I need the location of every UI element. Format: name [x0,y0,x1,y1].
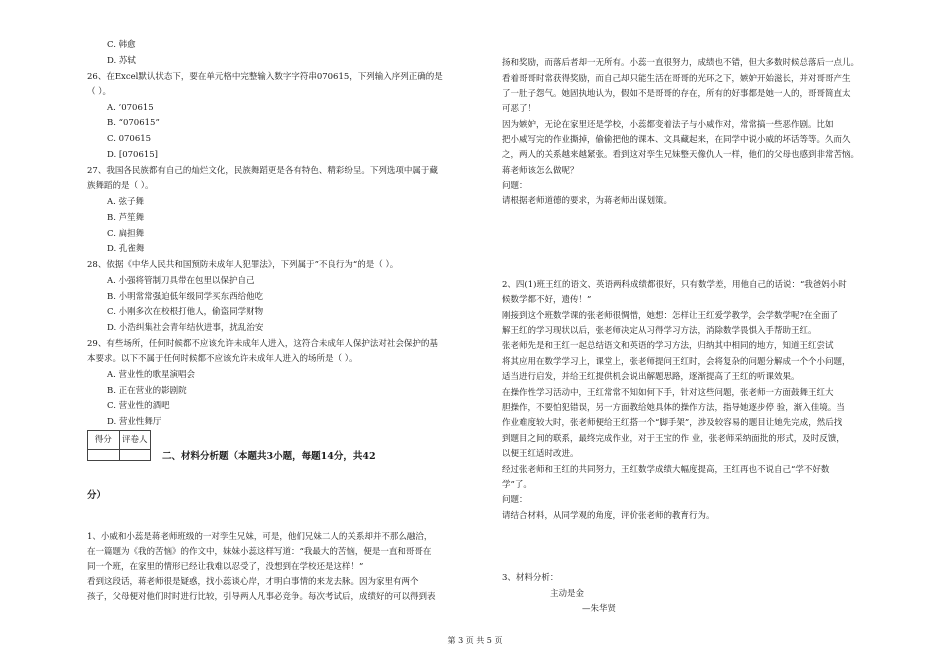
question-29: 29、有些场所，任何时候都不应该允许未成年人进入，这符合未成年人保护法对社会保护的基 [87,339,438,349]
option-text: B. 小明常常强迫低年级同学买东西给他吃 [107,292,264,302]
question-26: 26、在Excel默认状态下，要在单元格中完整输入数字字符串070615，下列输入序列正确的是 [87,72,443,82]
question-label: 问题： [502,495,528,505]
story-line: 学”了。 [502,480,532,490]
story-line: 2、四(1)班王红的语文、英语两科成绩都很好，只有数学差，用他自己的话说：“我爸妈小时 [502,280,847,290]
story-line: 扬和奖励，而落后者却一无所有。小蕊一直很努力，成绩也不错，但大多数时候总落后一点儿。 [502,58,860,68]
score-table-blank-row [87,448,151,461]
option-text: C. 营业性的酒吧 [107,401,170,411]
story-line: 蒋老师该怎么做呢？ [502,166,579,176]
option-text: B. “070615” [107,118,160,128]
option-text: C. 小刚多次在校根打他人，偷盗同学财物 [107,307,264,317]
question-26-cont: （ ）。 [87,87,111,97]
option-text: C. 扁担舞 [107,229,145,239]
option-text: A. 弦子舞 [107,197,145,207]
section-title: 二、材料分析题（本题共3小题，每题14分，共42 [162,451,376,462]
story-line: 在一篇题为《我的苦恼》的作文中，妹妹小蕊这样写道：“我最大的苦恼，便是一直和哥哥在 [87,547,432,557]
option-text: D. 苏轼 [107,56,136,66]
option-text: C. 韩愈 [107,40,136,50]
question-27: 27、我国各民族都有自己的灿烂文化，民族舞蹈更是各有特色、精彩纷呈。下列选项中属于藏 [87,166,438,176]
story-line: 适当进行启发，并给王红提供机会说出解题思路，逐渐提高了王红的听课效果。 [502,372,800,382]
option-text: A. 营业性的歌星演唱会 [107,370,196,380]
option-text: D. 小浩纠集社会青年结伙进事，扰乱治安 [107,323,264,333]
story-line: 可恶了！ [502,104,537,114]
story-line: 看到这段话，蒋老师很是疑惑，找小蕊谈心岸，才明白事情的来龙去脉。因为家里有两个 [87,577,419,587]
story-line: 到题目之间的联系，最终完成作业，对于王宝的作 业，张老师采纳面批的形式，及时反馈， [502,434,845,444]
story-line: 解王红的学习现状以后，张老师决定从习得学习方法，消除数学畏惧入手帮助王红。 [502,326,817,336]
story-line: 了一肚子怨气。她固执地认为，假如不是哥哥的存在，所有的好事都是她一人的，哥哥简直太 [502,89,851,99]
question-3-label: 3、材料分析： [502,573,559,583]
story-line: 同一个班，在家里的情形已经让我难以忍受了，没想到在学校还是这样！” [87,562,364,572]
story-line: 胆操作，不要怕犯错误，另一方面教给她具体的操作方法，指导她逐步停 验，渐入佳境。当 [502,403,845,413]
article-author: —朱华贤 [582,604,617,614]
question-29-cont: 本要求。以下不属于任何时候都不应该允许未成年人进入的场所是（ ）。 [87,354,358,364]
story-line: 因为嫉妒，无论在家里还是学校，小蕊都变着法子与小威作对，常常搞一些恶作剧。比如 [502,120,834,130]
score-label: 得分 [94,435,112,445]
story-line: 孩子，父母便对他们时时进行比较，引导两人凡事必竞争。每次考试后，成绩好的可以得到表 [87,592,436,602]
option-text: A. ’070615 [107,103,154,113]
section-title-cont: 分） [87,490,107,501]
option-text: C. 070615 [107,134,152,144]
option-text: D. 孔雀舞 [107,244,145,254]
story-line: 候数学都不好，遗传！” [502,295,592,305]
page-footer: 第 3 页 共 5 页 [447,636,503,645]
option-text: B. 正在营业的影剧院 [107,386,187,396]
story-line: 看着哥哥时常获得奖励，而自己却只能生活在哥哥的光环之下，嫉妒开始滋长，并对哥哥产生 [502,74,851,84]
option-text: D. 营业性舞厅 [107,417,162,427]
grader-label: 评卷人 [119,431,151,449]
story-line: 张老师先是和王红一起总结语文和英语的学习方法，归纳其中相同的地方，知道王红尝试 [502,341,834,351]
story-line: 经过张老师和王红的共同努力，王红数学成绩大幅度提高，王红再也不说自己“学不好数 [502,465,830,475]
story-line: 把小威写完的作业撕掉，偷偷把他的课本、文具藏起来，在同学中说小威的坏话等等。久而久 [502,135,851,145]
story-line: 在操作性学习活动中，王红常常不知如何下手，针对这些问题，张老师一方面鼓舞王红大 [502,388,834,398]
story-line: 1、小威和小蕊是蒋老师班级的一对孪生兄妹，可是，他们兄妹二人的关系却并不那么融洽， [87,532,433,542]
question-text: 请结合材料，从同学观的角度，评价张老师的教育行为。 [502,511,715,521]
option-text: A. 小强将管制刀具带在包里以保护自己 [107,276,255,286]
question-28: 28、依据《中华人民共和国预防未成年人犯罪法》，下列属于”不良行为“的是（ ）。 [87,260,399,270]
score-blank-cell [88,448,119,460]
score-table [87,430,151,450]
option-text: D. [070615] [107,150,158,160]
story-line: 刚接到这个班数学课的张老师很惆惜，她想：怎样让王红爱学教学，会学数学呢?在全面了 [502,311,839,321]
option-text: B. 芦笙舞 [107,213,145,223]
question-label: 问题： [502,181,528,191]
question-27-cont: 族舞蹈的是（ ）。 [87,181,154,191]
story-line: 以便王红适时改进。 [502,449,579,459]
article-title: 主动是金 [550,589,585,599]
story-line: 将其应用在数学学习上，课堂上，张老师提问王红时，会将复杂的问题分解成一个个小问题， [502,357,851,367]
question-text: 请根据老师道德的要求，为蒋老师出谋划策。 [502,196,673,206]
story-line: 之，两人的关系越来越紧张。看到这对孪生兄妹整天像仇人一样，他们的父母也感到非常苦恼。 [502,150,860,160]
story-line: 作业难度较大时，张老师便给王红搭一个“脚手架”，涉及较容易的题目让她先完成，然后找 [502,418,843,428]
grader-blank-cell [119,448,151,460]
